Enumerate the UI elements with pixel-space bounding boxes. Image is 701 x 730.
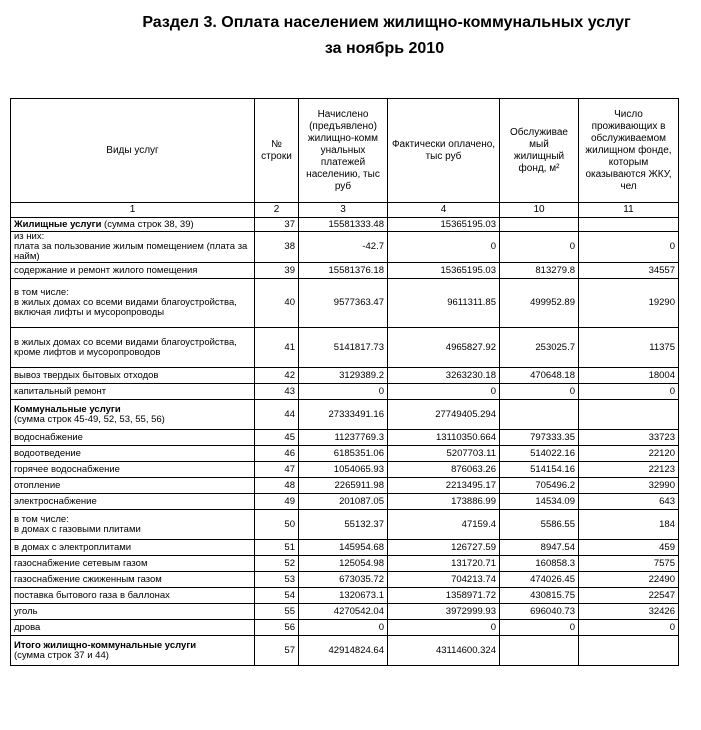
paid-cell: 704213.74 — [388, 572, 500, 588]
service-name-cell — [11, 494, 255, 510]
table-row — [11, 462, 679, 478]
accrued-cell: 2265911.98 — [299, 478, 388, 494]
accrued-cell: 15581376.18 — [299, 263, 388, 279]
table-row — [11, 510, 679, 540]
paid-cell: 9611311.85 — [388, 279, 500, 328]
table-row — [11, 478, 679, 494]
residents-cell: 22120 — [579, 446, 679, 462]
table-row — [11, 263, 679, 279]
area-cell: 514154.16 — [500, 462, 579, 478]
table-row — [11, 446, 679, 462]
column-index: 1 — [11, 203, 255, 218]
line-number-cell: 45 — [255, 430, 299, 446]
paid-cell: 876063.26 — [388, 462, 500, 478]
paid-cell: 0 — [388, 620, 500, 636]
table-row — [11, 400, 679, 430]
accrued-cell: 125054.98 — [299, 556, 388, 572]
service-name: дрова — [14, 621, 41, 633]
table-row — [11, 556, 679, 572]
table-row — [11, 604, 679, 620]
table-row — [11, 636, 679, 666]
line-number-cell: 48 — [255, 478, 299, 494]
service-name: (сумма строк 37 и 44) — [14, 649, 109, 661]
service-name: уголь — [14, 605, 38, 617]
service-name: содержание и ремонт жилого помещения — [14, 264, 198, 276]
residents-cell: 7575 — [579, 556, 679, 572]
line-number-cell: 46 — [255, 446, 299, 462]
paid-cell: 47159.4 — [388, 510, 500, 540]
row-prefix: в том числе: — [14, 287, 69, 298]
table-row — [11, 540, 679, 556]
service-name: (сумма строк 38, 39) — [101, 218, 194, 230]
accrued-cell: 1054065.93 — [299, 462, 388, 478]
area-cell: 8947.54 — [500, 540, 579, 556]
row-prefix: из них: — [14, 231, 45, 242]
residents-cell: 0 — [579, 232, 679, 263]
residents-cell: 22547 — [579, 588, 679, 604]
service-name-cell — [11, 446, 255, 462]
service-name: в жилых домах со всеми видами благоустройства, кроме лифтов и мусоропроводов — [14, 336, 237, 358]
line-number-cell: 38 — [255, 232, 299, 263]
column-index: 11 — [579, 203, 679, 218]
table-row — [11, 279, 679, 328]
line-number-cell: 52 — [255, 556, 299, 572]
residents-cell — [579, 218, 679, 232]
service-name-cell — [11, 430, 255, 446]
residents-cell: 33723 — [579, 430, 679, 446]
service-name: плата за пользование жилым помещением (плата за найм) — [14, 241, 248, 262]
accrued-cell: 673035.72 — [299, 572, 388, 588]
line-number-cell: 50 — [255, 510, 299, 540]
service-name: газоснабжение сетевым газом — [14, 557, 148, 569]
residents-cell: 18004 — [579, 368, 679, 384]
service-name-cell — [11, 279, 255, 328]
accrued-cell: 201087.05 — [299, 494, 388, 510]
service-name: в жилых домах со всеми видами благоустройства, включая лифты и мусоропроводы — [14, 297, 237, 318]
service-name-cell — [11, 540, 255, 556]
table-body — [11, 218, 679, 666]
paid-cell: 1358971.72 — [388, 588, 500, 604]
line-number-cell: 49 — [255, 494, 299, 510]
accrued-cell: 11237769.3 — [299, 430, 388, 446]
table-row — [11, 218, 679, 232]
table-row — [11, 588, 679, 604]
service-name-cell — [11, 462, 255, 478]
service-name-cell — [11, 604, 255, 620]
header-line-number: № строки — [255, 99, 299, 203]
residents-cell — [579, 400, 679, 430]
paid-cell: 43114600.324 — [388, 636, 500, 666]
paid-cell: 13110350.664 — [388, 430, 500, 446]
area-cell: 470648.18 — [500, 368, 579, 384]
area-cell: 430815.75 — [500, 588, 579, 604]
accrued-cell: 4270542.04 — [299, 604, 388, 620]
service-name: отопление — [14, 479, 61, 491]
column-index: 10 — [500, 203, 579, 218]
table-row — [11, 620, 679, 636]
line-number-cell: 39 — [255, 263, 299, 279]
service-name: водоснабжение — [14, 431, 83, 443]
residents-cell: 34557 — [579, 263, 679, 279]
header-row — [11, 99, 679, 203]
area-cell: 14534.09 — [500, 494, 579, 510]
accrued-cell: 27333491.16 — [299, 400, 388, 430]
service-name-cell — [11, 328, 255, 368]
residents-cell: 184 — [579, 510, 679, 540]
area-cell: 160858.3 — [500, 556, 579, 572]
header-paid: Фактически оплачено, тыс руб — [388, 99, 500, 203]
line-number-cell: 41 — [255, 328, 299, 368]
paid-cell: 0 — [388, 384, 500, 400]
row-prefix: в том числе: — [14, 513, 69, 525]
line-number-cell: 43 — [255, 384, 299, 400]
line-number-cell: 37 — [255, 218, 299, 232]
residents-cell: 0 — [579, 384, 679, 400]
line-number-cell: 42 — [255, 368, 299, 384]
paid-cell: 15365195.03 — [388, 263, 500, 279]
line-number-cell: 40 — [255, 279, 299, 328]
service-group-name: Жилищные услуги — [14, 218, 102, 230]
service-name-cell — [11, 556, 255, 572]
accrued-cell: 9577363.47 — [299, 279, 388, 328]
area-cell: 696040.73 — [500, 604, 579, 620]
service-name: водоотведение — [14, 447, 81, 459]
paid-cell: 126727.59 — [388, 540, 500, 556]
table-row — [11, 232, 679, 263]
table-row — [11, 368, 679, 384]
area-cell: 797333.35 — [500, 430, 579, 446]
accrued-cell: 145954.68 — [299, 540, 388, 556]
service-name-cell — [11, 384, 255, 400]
line-number-cell: 57 — [255, 636, 299, 666]
service-name: в домах с газовыми плитами — [14, 523, 141, 535]
column-index: 4 — [388, 203, 500, 218]
line-number-cell: 55 — [255, 604, 299, 620]
accrued-cell: 1320673.1 — [299, 588, 388, 604]
area-cell: 0 — [500, 620, 579, 636]
paid-cell: 3263230.18 — [388, 368, 500, 384]
line-number-cell: 51 — [255, 540, 299, 556]
area-cell: 5586.55 — [500, 510, 579, 540]
page-subtitle: за ноябрь 2010 — [324, 40, 445, 57]
table-row — [11, 430, 679, 446]
service-name: (сумма строк 45-49, 52, 53, 55, 56) — [14, 413, 165, 425]
area-cell: 0 — [500, 384, 579, 400]
table-row — [11, 328, 679, 368]
paid-cell: 5207703.11 — [388, 446, 500, 462]
area-cell: 705496.2 — [500, 478, 579, 494]
line-number-cell: 56 — [255, 620, 299, 636]
area-cell: 499952.89 — [500, 279, 579, 328]
service-name: электроснабжение — [14, 495, 97, 507]
column-index: 2 — [255, 203, 299, 218]
area-cell: 514022.16 — [500, 446, 579, 462]
service-group-name: Итого жилищно-коммунальные услуги — [14, 639, 197, 651]
paid-cell: 15365195.03 — [388, 218, 500, 232]
table-row — [11, 572, 679, 588]
accrued-cell: 42914824.64 — [299, 636, 388, 666]
service-name-cell — [11, 232, 255, 263]
accrued-cell: -42.7 — [299, 232, 388, 263]
report-table — [10, 98, 679, 666]
area-cell: 813279.8 — [500, 263, 579, 279]
service-name-cell — [11, 400, 255, 430]
header-area: Обслуживае мый жилищный фонд, м² — [500, 99, 579, 203]
residents-cell: 19290 — [579, 279, 679, 328]
paid-cell: 0 — [388, 232, 500, 263]
service-name-cell — [11, 620, 255, 636]
residents-cell: 22490 — [579, 572, 679, 588]
residents-cell: 32990 — [579, 478, 679, 494]
paid-cell: 27749405.294 — [388, 400, 500, 430]
accrued-cell: 0 — [299, 384, 388, 400]
table-row — [11, 494, 679, 510]
line-number-cell: 47 — [255, 462, 299, 478]
residents-cell: 11375 — [579, 328, 679, 368]
service-name-cell — [11, 478, 255, 494]
service-name: горячее водоснабжение — [14, 463, 120, 475]
residents-cell: 643 — [579, 494, 679, 510]
service-name-cell — [11, 588, 255, 604]
service-name-cell — [11, 636, 255, 666]
area-cell — [500, 218, 579, 232]
line-number-cell: 44 — [255, 400, 299, 430]
table-row — [11, 384, 679, 400]
accrued-cell: 0 — [299, 620, 388, 636]
service-name: в домах с электроплитами — [14, 541, 132, 553]
service-name-cell — [11, 263, 255, 279]
accrued-cell: 55132.37 — [299, 510, 388, 540]
service-name-cell — [11, 218, 255, 232]
area-cell: 474026.45 — [500, 572, 579, 588]
paid-cell: 2213495.17 — [388, 478, 500, 494]
residents-cell: 22123 — [579, 462, 679, 478]
header-accrued: Начислено (предъявлено) жилищно-комм унальных платежей населению, тыс руб — [299, 99, 388, 203]
line-number-cell: 54 — [255, 588, 299, 604]
paid-cell: 3972999.93 — [388, 604, 500, 620]
service-name: поставка бытового газа в баллонах — [14, 589, 170, 601]
column-index: 3 — [299, 203, 388, 218]
line-number-cell: 53 — [255, 572, 299, 588]
accrued-cell: 6185351.06 — [299, 446, 388, 462]
accrued-cell: 15581333.48 — [299, 218, 388, 232]
column-index-row — [11, 203, 679, 218]
area-cell — [500, 636, 579, 666]
service-name: капитальный ремонт — [14, 385, 107, 397]
accrued-cell: 3129389.2 — [299, 368, 388, 384]
accrued-cell: 5141817.73 — [299, 328, 388, 368]
paid-cell: 131720.71 — [388, 556, 500, 572]
service-name: вывоз твердых бытовых отходов — [14, 369, 159, 381]
paid-cell: 173886.99 — [388, 494, 500, 510]
service-name-cell — [11, 510, 255, 540]
service-name-cell — [11, 572, 255, 588]
header-service-type: Виды услуг — [11, 99, 255, 203]
residents-cell: 459 — [579, 540, 679, 556]
service-group-name: Коммунальные услуги — [14, 403, 121, 415]
service-name-cell — [11, 368, 255, 384]
residents-cell: 32426 — [579, 604, 679, 620]
header-residents: Число проживающих в обслуживаемом жилищном фонде, которым оказываются ЖКУ, чел — [579, 99, 679, 203]
area-cell: 253025.7 — [500, 328, 579, 368]
residents-cell — [579, 636, 679, 666]
service-name: газоснабжение сжиженным газом — [14, 573, 162, 585]
page-title: Раздел 3. Оплата населением жилищно-коммунальных услуг — [142, 14, 631, 31]
paid-cell: 4965827.92 — [388, 328, 500, 368]
area-cell — [500, 400, 579, 430]
area-cell: 0 — [500, 232, 579, 263]
residents-cell: 0 — [579, 620, 679, 636]
